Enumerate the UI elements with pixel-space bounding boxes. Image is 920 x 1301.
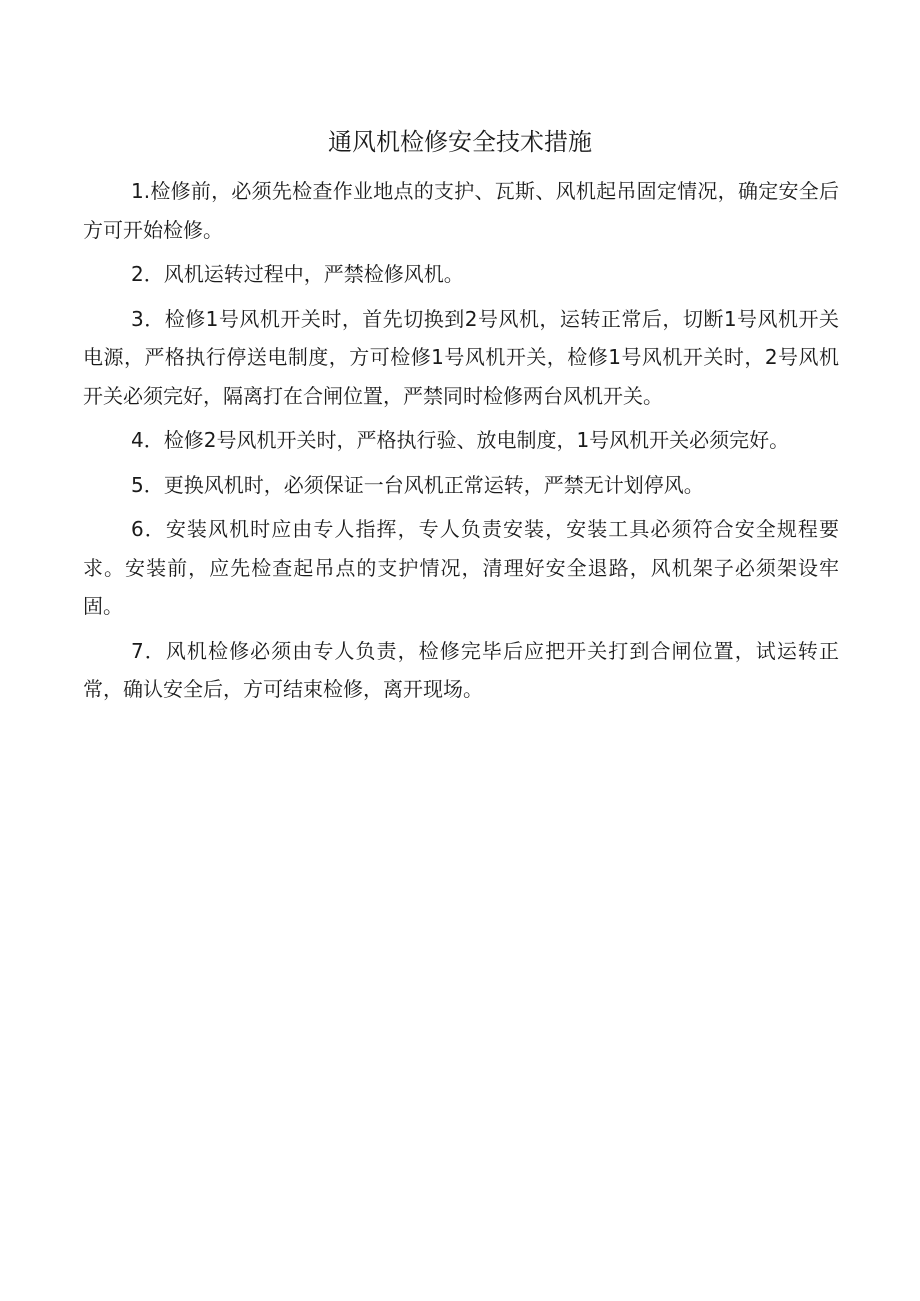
paragraph-1: 1.检修前，必须先检查作业地点的支护、瓦斯、风机起吊固定情况，确定安全后方可开始检修。 — [83, 179, 839, 242]
paragraph-5: 5．更换风机时，必须保证一台风机正常运转，严禁无计划停风。 — [131, 472, 704, 497]
paragraph-6: 6．安装风机时应由专人指挥，专人负责安装，安装工具必须符合安全规程要求。安装前，应先检查起吊点的支护情况，清理好安全退路，风机架子必须架设牢固。 — [83, 517, 839, 618]
paragraph-7: 7．风机检修必须由专人负责，检修完毕后应把开关打到合闸位置，试运转正常，确认安全后，方可结束检修，离开现场。 — [83, 638, 839, 701]
paragraph-4: 4．检修2号风机开关时，严格执行验、放电制度，1号风机开关必须完好。 — [131, 428, 790, 452]
document-body — [83, 172, 839, 715]
paragraph-3: 3．检修1号风机开关时，首先切换到2号风机，运转正常后，切断1号风机开关电源，严格执行停送电制度，方可检修1号风机开关，检修1号风机开关时，2号风机开关必须完好，隔离打在合闸位置，严禁同时检修两台风机开关。 — [83, 306, 839, 408]
paragraph-2: 2．风机运转过程中，严禁检修风机。 — [131, 262, 464, 286]
document-title: 通风机检修安全技术措施 — [328, 128, 592, 156]
